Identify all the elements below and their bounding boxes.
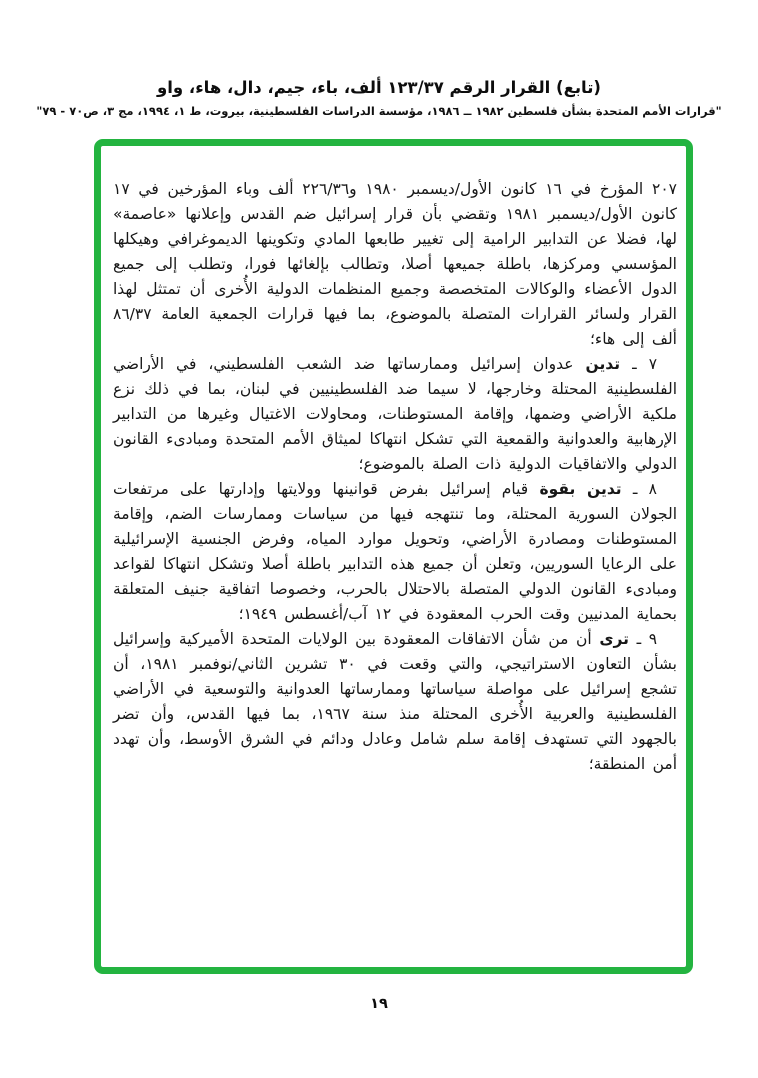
paragraph-lead: ترى [599,630,629,648]
paragraph-marker: ٨ ـ [632,480,657,498]
content-frame [94,139,693,974]
paragraph-lead: تدين بقوة [539,480,622,498]
paragraph-text: قيام إسرائيل بفرض قوانينها وولايتها وإدارتها على مرتفعات الجولان السورية المحتلة، وما تنتهجه فيها من سياسات وممارسات الضم، وإقامة المستوطنات ومصادرة الأراضي، وتحويل موارد المياه، وفرض الجنسية الإسرائيلية على الرعايا السوريين، وتعلن أن جميع هذه التدابير باطلة أصلا وتشكل انتهاكا لقواعد ومبادىء القانون الدولي المتصلة بالاحتلال بالحرب، وخصوصا اتفاقية جنيف المتعلقة بحماية المدنيين وقت الحرب المعقودة في ١٢ آب/أغسطس ١٩٤٩؛ [113,480,677,623]
paragraph-9 [113,627,677,777]
paragraph-lead: تدين [585,355,621,373]
paragraph-text: عدوان إسرائيل وممارساتها ضد الشعب الفلسطيني، في الأراضي الفلسطينية المحتلة وخارجها، لا سيما ضد الفلسطينيين في لبنان، بما في ذلك نزع ملكية الأراضي وضمها، وإقامة المستوطنات، ومحاولات الاغتيال وغيرها من التدابير الإرهابية والعدوانية والقمعية التي تشكل انتهاكا لميثاق الأمم المتحدة ومبادىء القانون الدولي والاتفاقيات الدولية ذات الصلة بالموضوع؛ [113,355,677,473]
page-number: ١٩ [370,996,388,1012]
paragraph-text: أن من شأن الاتفاقات المعقودة بين الولايات المتحدة الأميركية وإسرائيل بشأن التعاون الاستراتيجي، والتي وقعت في ٣٠ تشرين الثاني/نوفمبر ١٩٨١، أن تشجع إسرائيل على مواصلة سياساتها وممارساتها العدوانية والتوسعية في الأراضي الفلسطينية والعربية الأُخرى المحتلة منذ سنة ١٩٦٧، بما فيها القدس، وأن تضر بالجهود التي تستهدف إقامة سلم شامل وعادل ودائم في الشرق الأوسط، وأن تهدد أمن المنطقة؛ [113,630,677,773]
source-citation: "قرارات الأمم المتحدة بشأن فلسطين ١٩٨٢ ــ ١٩٨٦، مؤسسة الدراسات الفلسطينية، بيروت، ط ١، ١٩٩٤، مج ٣، ص٧٠ - ٧٩" [36,104,722,118]
paragraph-8 [113,477,677,627]
paragraph-marker: ٧ ـ [632,355,658,373]
paragraph-7 [113,352,677,477]
paragraph-text: ٢٠٧ المؤرخ في ١٦ كانون الأول/ديسمبر ١٩٨٠ و٢٢٦/٣٦ ألف وباء المؤرخين في ١٧ كانون الأول/ديسمبر ١٩٨١ وتقضي بأن قرار إسرائيل ضم القدس وإعلانها «عاصمة» لها، فضلا عن التدابير الرامية إلى تغيير طابعها المادي وتكوينها الديموغرافي وهيكلها المؤسسي ومركزها، باطلة جميعها أصلا، وتطالب بإلغائها فورا، وتطلب إلى جميع الدول الأعضاء والوكالات المتخصصة وجميع المنظمات الدولية الأُخرى أن تمتثل لهذا القرار ولسائر القرارات المتصلة بالموضوع، بما فيها قرارات الجمعية العامة ٨٦/٣٧ ألف إلى هاء؛ [113,180,678,348]
resolution-title: (تابع) القرار الرقم ١٢٣/٣٧ ألف، باء، جيم، دال، هاء، واو [157,78,601,97]
paragraph-continuation [113,177,677,352]
resolution-body [113,177,677,777]
paragraph-marker: ٩ ـ [636,630,658,648]
